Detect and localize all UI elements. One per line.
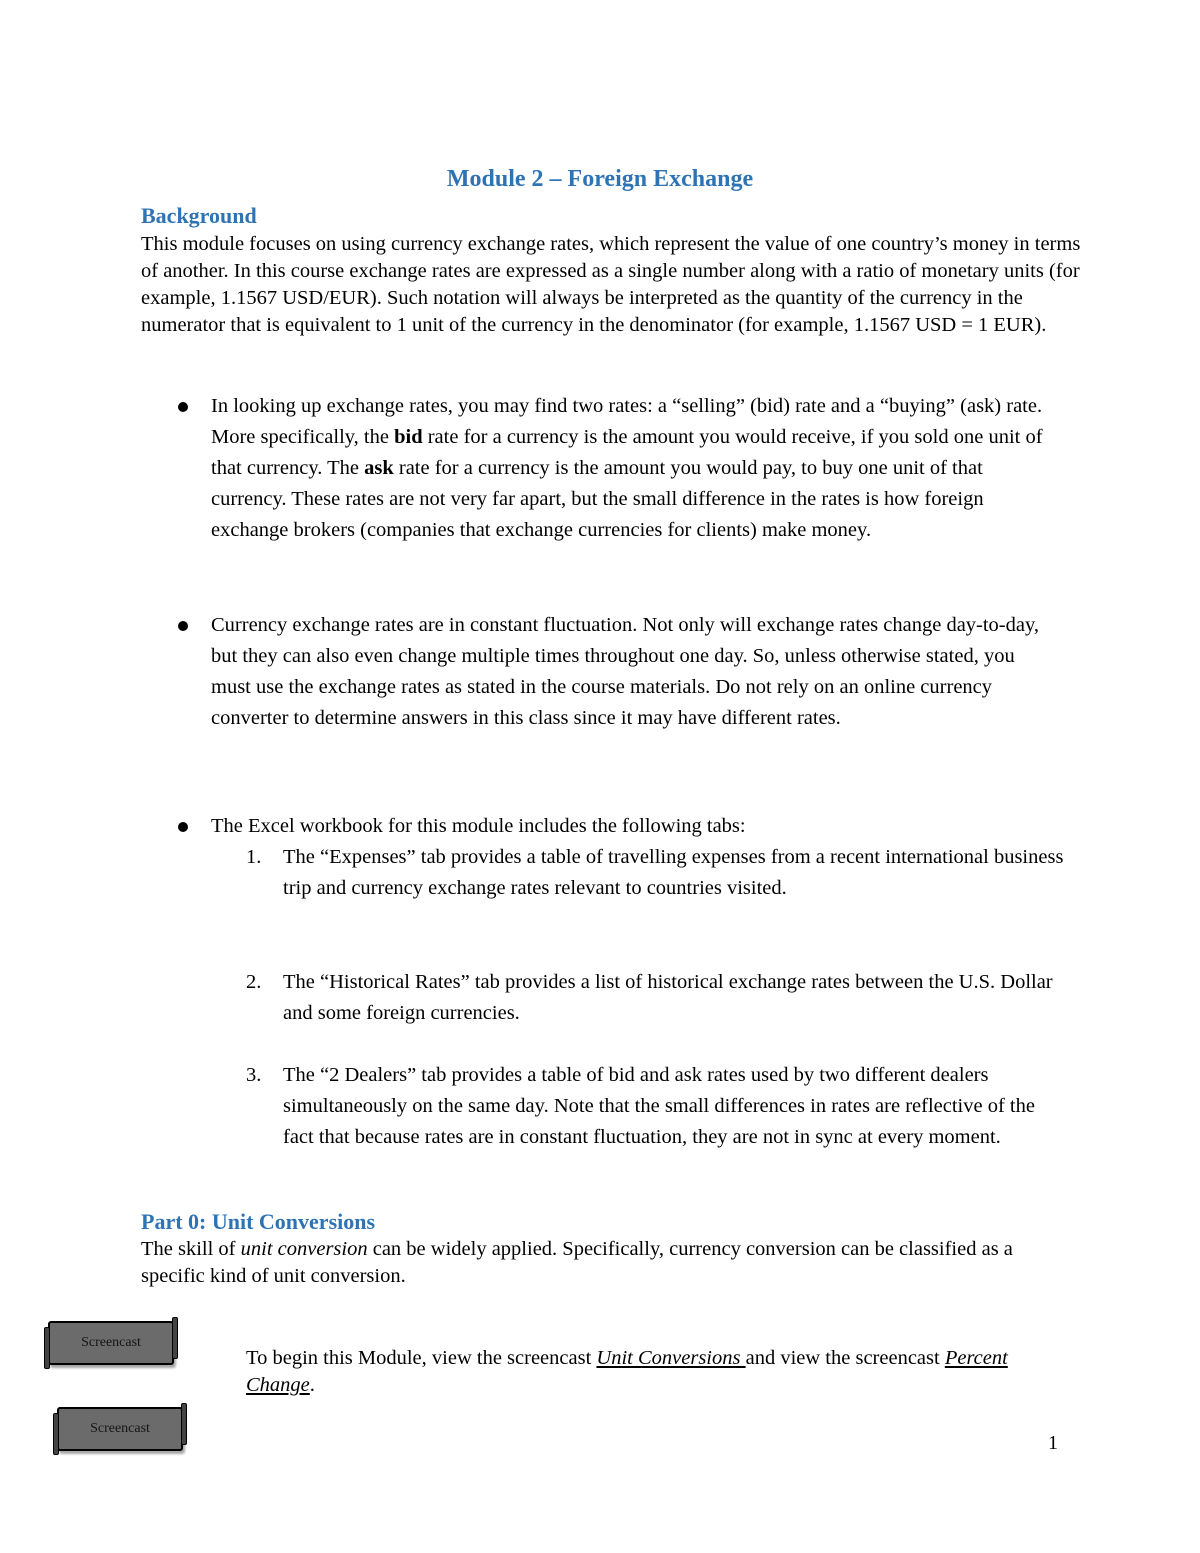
bullet-icon (178, 621, 188, 631)
tab-item-expenses (246, 842, 1066, 904)
list-item-text: The “Expenses” tab provides a table of travelling expenses from a recent international business trip and currency exchange rates relevant to countries visited. (283, 846, 1064, 899)
page-number: 1 (1048, 1432, 1058, 1454)
background-paragraph (141, 231, 1081, 339)
bullet-text: In looking up exchange rates, you may find two rates: a “selling” (bid) rate and a “buying” (ask) rate. More specifically, the bid rate for a currency is the amount you would receive, if you sold one unit of that currency. The ask rate for a currency is the amount you would pay, to buy one unit of that currency. These rates are not very far apart, but the small difference in the rates is how foreign exchange brokers (companies that exchange currencies for clients) make money. (211, 395, 1043, 541)
screencast-instructions (246, 1345, 1076, 1399)
bullet-fluctuation (178, 610, 1058, 734)
bullet-icon (178, 822, 188, 832)
screencast-label: Screencast (90, 1421, 150, 1436)
part0-paragraph (141, 1236, 1041, 1290)
bullet-bid-ask (178, 391, 1058, 546)
tab-item-historical-rates (246, 967, 1066, 1029)
unit-conversions-link[interactable]: Unit Conversions (596, 1347, 746, 1369)
tab-item-2-dealers (246, 1060, 1066, 1153)
bullet-workbook (178, 811, 1058, 842)
bullet-text: The Excel workbook for this module includes the following tabs: (211, 815, 746, 837)
screencast-label: Screencast (81, 1335, 141, 1350)
part0-text: The skill of unit conversion can be widely applied. Specifically, currency conversion can be classified as a specific kind of unit conversion. (141, 1238, 1013, 1287)
part0-heading: Part 0: Unit Conversions (141, 1209, 376, 1234)
list-number: 3. (246, 1064, 262, 1086)
screencast-button-percent-change[interactable] (57, 1407, 183, 1451)
list-item-text: The “Historical Rates” tab provides a list of historical exchange rates between the U.S. Dollar and some foreign currencies. (283, 971, 1053, 1024)
percent-change-link[interactable]: Percent Change (246, 1347, 1008, 1396)
bullet-text: Currency exchange rates are in constant fluctuation. Not only will exchange rates change day-to-day, but they can also even change multiple times throughout one day. So, unless otherwise stated, you must use the exchange rates as stated in the course materials. Do not rely on an online currency converter to determine answers in this class since it may have different rates. (211, 614, 1040, 729)
background-heading: Background (141, 203, 257, 228)
list-item-text: The “2 Dealers” tab provides a table of bid and ask rates used by two different dealers simultaneously on the same day. Note that the small differences in rates are reflective of the fact that because rates are in constant fluctuation, they are not in sync at every moment. (283, 1064, 1035, 1148)
list-number: 2. (246, 971, 262, 993)
page-title: Module 2 – Foreign Exchange (446, 166, 754, 192)
background-text: This module focuses on using currency exchange rates, which represent the value of one country’s money in terms of another. In this course exchange rates are expressed as a single number along with a ratio of monetary units (for example, 1.1567 USD/EUR). Such notation will always be interpreted as the quantity of the currency in the numerator that is equivalent to 1 unit of the currency in the denominator (for example, 1.1567 USD = 1 EUR). (141, 233, 1081, 336)
list-number: 1. (246, 846, 262, 868)
screencast-button-unit-conversions[interactable] (48, 1321, 174, 1365)
screencast-text: To begin this Module, view the screencast Unit Conversions and view the screencast Percent Change. (246, 1347, 1008, 1396)
bullet-icon (178, 402, 188, 412)
